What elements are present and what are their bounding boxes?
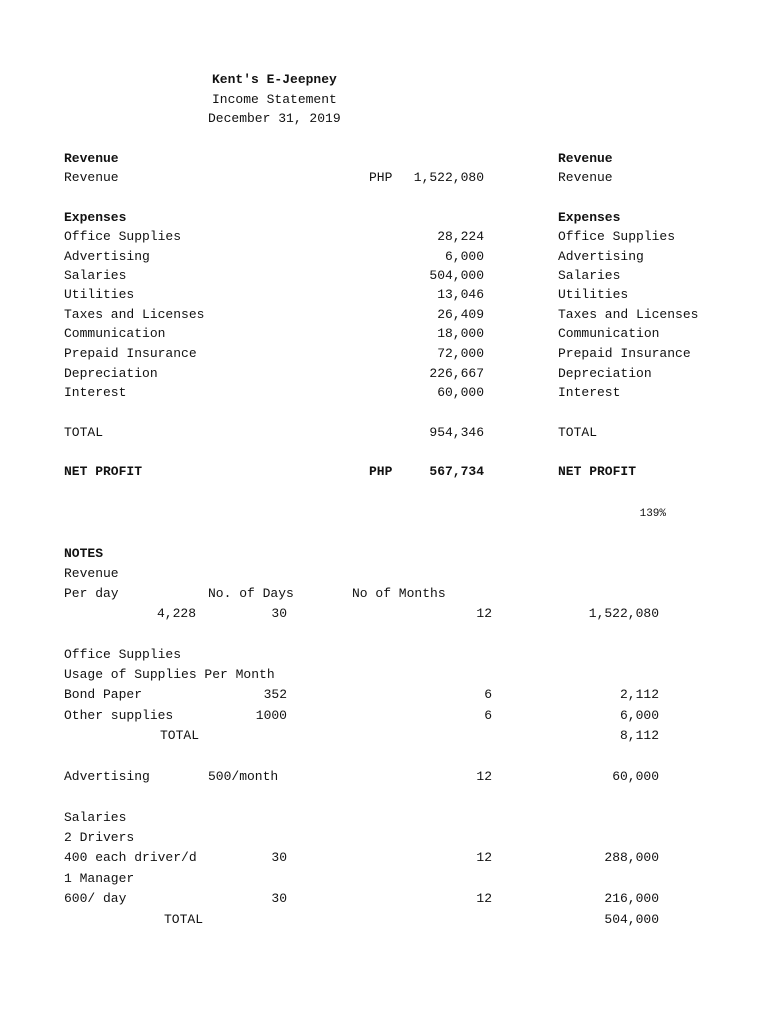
copy-expense-label: Utilities <box>558 287 629 302</box>
notes-bond-months: 6 <box>484 687 492 702</box>
notes-revenue-col2: No. of Days <box>208 586 294 601</box>
expense-label: Communication <box>64 326 166 341</box>
notes-other-total: 6,000 <box>619 708 659 723</box>
revenue-heading: Revenue <box>64 151 119 166</box>
notes-revenue-total: 1,522,080 <box>588 606 659 621</box>
notes-revenue-per-day: 4,228 <box>156 606 196 621</box>
expense-value: 13,046 <box>437 287 484 302</box>
profit-percent: 139% <box>639 508 666 520</box>
notes-other-months: 6 <box>484 708 492 723</box>
copy-revenue-label: Revenue <box>558 170 613 185</box>
total-value: 954,346 <box>429 425 484 440</box>
notes-drivers: 2 Drivers <box>64 830 135 845</box>
copy-expenses-heading: Expenses <box>558 210 621 225</box>
expense-value: 72,000 <box>437 346 484 361</box>
copy-expense-label: Salaries <box>558 268 621 283</box>
expense-value: 18,000 <box>437 326 484 341</box>
notes-salaries-title: Salaries <box>64 810 127 825</box>
net-profit-label: NET PROFIT <box>64 464 143 479</box>
notes-bond-value: 352 <box>263 687 287 702</box>
notes-driver-months: 12 <box>476 850 492 865</box>
copy-expense-label: Depreciation <box>558 366 652 381</box>
expense-label: Taxes and Licenses <box>64 307 205 322</box>
notes-manager-months: 12 <box>476 891 492 906</box>
expense-label: Interest <box>64 385 127 400</box>
notes-salaries-total-value: 504,000 <box>604 912 659 927</box>
expense-label: Office Supplies <box>64 229 182 244</box>
expenses-heading: Expenses <box>64 210 127 225</box>
notes-manager: 1 Manager <box>64 871 135 886</box>
notes-bond-label: Bond Paper <box>64 687 143 702</box>
expense-label: Advertising <box>64 249 150 264</box>
expense-value: 6,000 <box>444 249 484 264</box>
net-profit-value: 567,734 <box>429 464 484 479</box>
notes-other-label: Other supplies <box>64 708 174 723</box>
expense-label: Depreciation <box>64 366 158 381</box>
notes-revenue-col1: Per day <box>64 586 119 601</box>
revenue-currency: PHP <box>369 170 393 185</box>
notes-revenue-title: Revenue <box>64 566 119 581</box>
copy-expense-label: Taxes and Licenses <box>558 307 699 322</box>
statement-date: December 31, 2019 <box>208 111 341 126</box>
notes-heading: NOTES <box>64 546 104 561</box>
notes-advertising-months: 12 <box>476 769 492 784</box>
copy-expense-label: Prepaid Insurance <box>558 346 691 361</box>
notes-office-total-label: TOTAL <box>160 728 200 743</box>
expense-value: 504,000 <box>429 268 484 283</box>
notes-office-total-value: 8,112 <box>619 728 659 743</box>
notes-office-subtitle: Usage of Supplies Per Month <box>64 667 275 682</box>
company-name: Kent's E-Jeepney <box>212 72 337 87</box>
statement-title: Income Statement <box>212 92 337 107</box>
notes-manager-total: 216,000 <box>604 891 659 906</box>
copy-expense-label: Office Supplies <box>558 229 676 244</box>
net-profit-currency: PHP <box>369 464 393 479</box>
notes-revenue-months: 12 <box>476 606 492 621</box>
expense-label: Salaries <box>64 268 127 283</box>
expense-value: 226,667 <box>429 366 484 381</box>
copy-expense-label: Interest <box>558 385 621 400</box>
expense-label: Utilities <box>64 287 135 302</box>
notes-bond-total: 2,112 <box>619 687 659 702</box>
copy-expense-label: Communication <box>558 326 660 341</box>
notes-advertising-rate: 500/month <box>208 769 279 784</box>
expense-value: 28,224 <box>437 229 484 244</box>
copy-net-profit-label: NET PROFIT <box>558 464 637 479</box>
revenue-value: 1,522,080 <box>413 170 484 185</box>
notes-other-value: 1000 <box>255 708 287 723</box>
expense-value: 26,409 <box>437 307 484 322</box>
notes-office-title: Office Supplies <box>64 647 182 662</box>
expense-value: 60,000 <box>437 385 484 400</box>
notes-revenue-col3: No of Months <box>352 586 446 601</box>
revenue-label: Revenue <box>64 170 119 185</box>
notes-driver-rate: 400 each driver/d <box>64 850 197 865</box>
notes-manager-rate: 600/ day <box>64 891 127 906</box>
copy-expense-label: Advertising <box>558 249 644 264</box>
copy-revenue-heading: Revenue <box>558 151 613 166</box>
total-label: TOTAL <box>64 425 104 440</box>
copy-total-label: TOTAL <box>558 425 598 440</box>
notes-advertising-label: Advertising <box>64 769 150 784</box>
notes-driver-days: 30 <box>271 850 287 865</box>
notes-advertising-total: 60,000 <box>612 769 659 784</box>
expense-label: Prepaid Insurance <box>64 346 197 361</box>
notes-manager-days: 30 <box>271 891 287 906</box>
notes-revenue-days: 30 <box>271 606 287 621</box>
notes-salaries-total-label: TOTAL <box>164 912 204 927</box>
notes-driver-total: 288,000 <box>604 850 659 865</box>
